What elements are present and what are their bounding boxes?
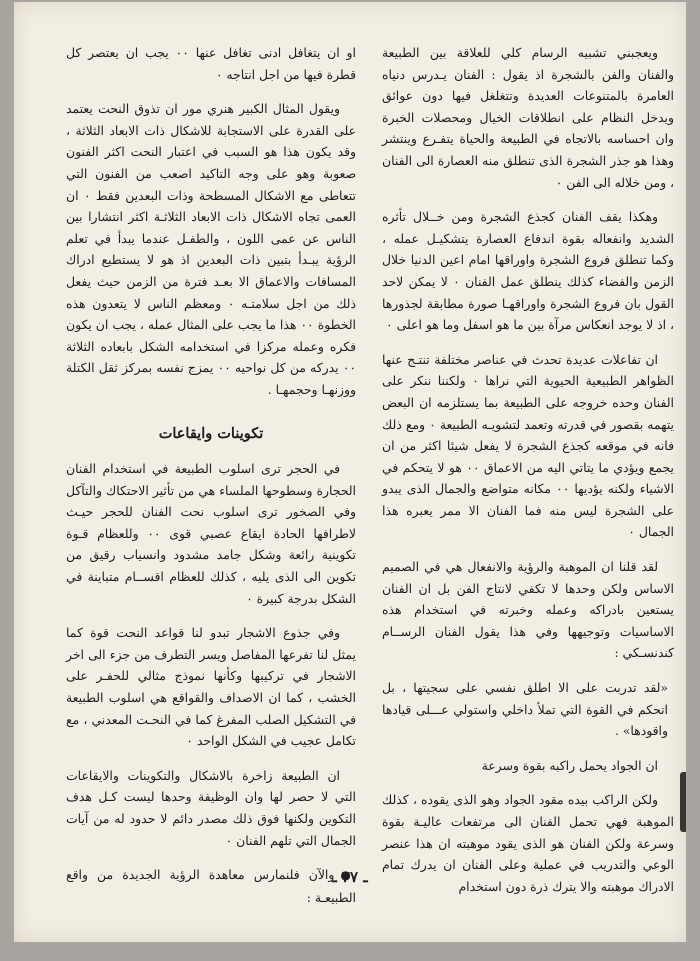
right-column xyxy=(382,42,674,910)
paragraph: ولكن الراكب بيده مقود الجواد وهو الذى يقوده ، كذلك الموهبة فهي تحمل الفنان الى مرتفعات عاليـة بقوة وسرعة ولكن الفنان هو الذى يقود موهبته ان هذا عنصر الوعي والتدريب في عملية وعلى الفنان ان يدرك تمام الادراك موهبته والا يترك ذرة دون استخدام xyxy=(382,792,674,894)
paragraph: لقد قلنا ان الموهبة والرؤية والانفعال هي في الصميم الاساس ولكن وحدها لا تكفي لانتاج الفن بل ان الفنان يستعين بادراكه وعمله وخبرته في استخدام هذه الاساسيات وتوجيهها وفي هذا يقول الفنان الرســام كندنسـكي : xyxy=(382,559,674,661)
paragraph: ويعجبني تشبيه الرسام كلي للعلاقة بين الطبيعة والفنان والفن بالشجرة اذ يقول : الفنان يـدرس دنياه العامرة بالمتنوعات العديدة وتتغلغل فيها دون عوائق ويدخل النظام على انطلاقات الخيال ومحصلات الخبرة وان احساسه بالاتجاه في الطبيعة والحياة يتفـرع وينتشر وهذا هو جذر الشجرة الذى تنطلق منه العصارة الى الفنان ، ومن خلاله الى الفن ٠ xyxy=(382,45,674,190)
quote: «لقد تدربت على الا اطلق نفسي على سجيتها ، بل اتحكم في القوة التي تملأ داخلي واستولي عـــلى قيادها واقودها» . xyxy=(382,680,668,739)
paragraph: ان الطبيعة زاخرة بالاشكال والتكوينات والايقاعات التي لا حصر لها وان الوظيفة وحدها ليست كـل هدف التكوين ولكنها فوق ذلك مصدر دائم لا حدود له من آيات الجمال التي تلهم الفنان ٠ xyxy=(66,767,356,848)
paragraph: او ان يتغافل ادنى تغافل عنها ٠٠ يجب ان يعتصر كل قطرة فيها من اجل انتاجه ٠ xyxy=(66,45,356,82)
left-column xyxy=(66,42,356,921)
paragraph: وفي جذوع الاشجار تبدو لنا قواعد النحت قوة كما يمثل لنا تفرعها المفاصل ويسر التطرف من جزء الى اخر الاشجار في تركيبها وكأنها نموذج مثالي للحفـر على الخشب ، كما ان الاصداف والقواقع هي اسلوب الطبيعة في التشكيل الصلب المفرغ كما في النحـت المعدني ، مع تكامل عجيب في الشكل الواحد ٠ xyxy=(66,625,356,749)
paragraph: ان الجواد يحمل راكبه بقوة وسرعة xyxy=(481,757,658,773)
bullet-text: والآن فلنمارس معاهدة الرؤية الجديدة من واقع الطبيعـة : xyxy=(66,867,356,905)
binding-mark xyxy=(680,772,686,832)
paragraph: وهكذا يقف الفنان كجذع الشجرة ومن خــلال تأثره الشديد وانفعاله بقوة اندفاع العصارة يتشكيـل عمله ، وكما تنطلق فروع الشجرة واوراقها امام اعين الدنيا خلال الزمن والفضاء كذلك ينطلق عمل الفنان ٠ لا يمكن لاحد القول بان فروع الشجرة واوراقهـا صورة مطابقة لجذورها ، اذ لا يوجد انعكاس مرآة بين ما هو اسفل وما هو اعلى ٠ xyxy=(382,209,674,333)
magazine-page xyxy=(14,2,686,942)
paragraph: ان تفاعلات عديدة تحدث في عناصر مختلفة تنتـج عنها الظواهر الطبيعية الحيوية التي نراها ٠ ولكننا ننكر على الفنان وحده خروجه على الطبيعة بما يستلزمه ان البعض يتهمه بقصور في قدرته وتعمد لتشويـه الطبيعة ٠ ومع ذلك فانه في موقعه كجذع الشجرة لا يفعل شيئا اكثر من ان يجمع ويؤدي ما يتاتي اليه من الاعماق ٠٠ هو لا يتحكم في الاشياء ولكنه يؤديها ٠٠ مكانه متواضع والجمال الذى يبدو على الشجرة ليس منه فما الفنان الا ممر يعبره هذا الجمال ٠ xyxy=(382,351,675,540)
section-heading: تكوينات وايقاعات xyxy=(158,424,264,442)
page-number: ـ ٢٧ ـ xyxy=(332,868,368,886)
paragraph: في الحجر ترى اسلوب الطبيعة في استخدام الفنان الحجارة وسطوحها الملساء هي من تأثير الاحتكاك والتآكل وفي الصخور ترى اسلوب نحت الفنان للحجر حيـث لاطرافها الحادة ايقاع عصبي قوى ٠٠ وللعظام قـوة تكوينية رائعة وشكل جامد مشدود وانسياب رقيق من تكوين الى الذى يليه ، كذلك للعظام اقســام متباينة في الشكل بدرجة كبيرة ٠ xyxy=(66,461,356,606)
paragraph: ويقول المثال الكبير هنري مور ان تذوق النحت يعتمد على القدرة على الاستجابة للاشكال ذات الابعاد الثلاثة ، وقد يكون هذا هو السبب في اعتبار النحت اكثر الفنون صعوبة وهو على وجه التاكيد اصعب من الفنون التي تتعاطى مع الاشكال المسطحة وذات البعدين فقط ٠ ان العمى تجاه الاشكال ذات الابعاد الثلاثـة اكثر انتشارا بين الناس عن عمى اللون ، والطفـل عندما يبدأ في تعلم الرؤية يبـدأ بتبين ذات البعدين اذ هو لا يستطيع ادراك المسافات والاعماق الا بعـد فترة من الزمن حيث يفعل ذلك من اجل سلامتـه ٠ ومعظم الناس لا يتعدون هذه الخطوة ٠٠ هذا ما يجب على المثال عمله ، يجب ان يكون فكره وعمله مركزا في استخدامه الشكل بابعاده الثلاثة ٠٠ يدركه من كل نواحيه ٠٠ يمزج نفسه بمركز ثقل الكتلة ووزنهـا وحجمهـا . xyxy=(66,101,356,397)
